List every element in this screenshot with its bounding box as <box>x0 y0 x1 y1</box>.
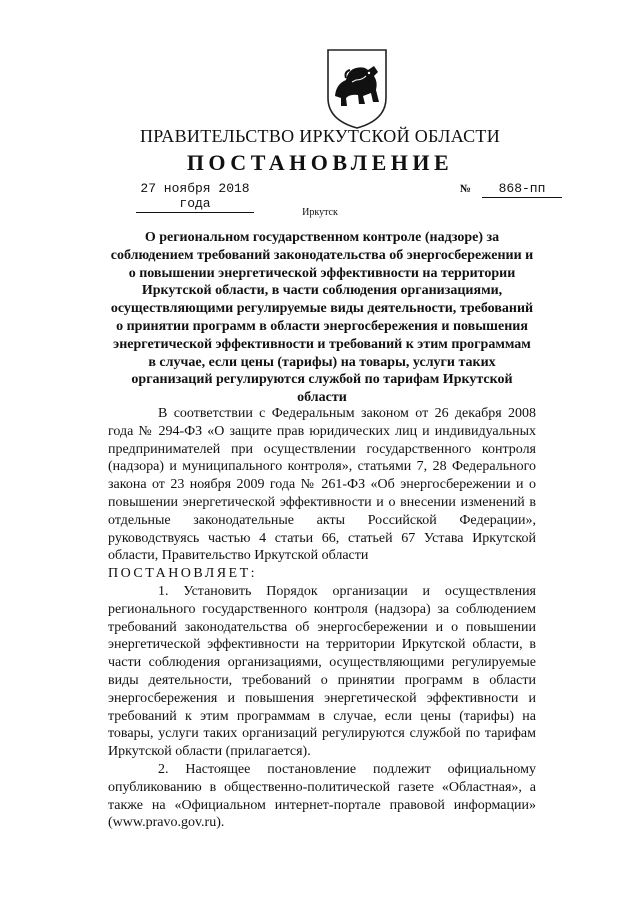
document-type-heading: ПОСТАНОВЛЕНИЕ <box>186 150 454 175</box>
number-label <box>460 183 471 195</box>
babr-coat-of-arms-icon <box>322 46 392 130</box>
document-subject: О региональном государственном контроле (надзоре) за соблюдением требований законодательства об энергосбережении и о повышении энергетической эффективности на территории Иркутской области, в части соблюдения организациями, осуществляющими регулируемые виды деятельности, требований о принятии программ в области энергосбережения и повышения энергетической эффективности и требований к этим программам в случае, если цены (тарифы) на товары, услуги таких организаций регулируются службой по тарифам Иркутской области <box>110 230 534 406</box>
document-date: 27 ноября 2018 года <box>136 181 254 213</box>
document-number: 868-пп <box>482 181 562 198</box>
document-body <box>108 405 536 832</box>
item-1-paragraph: 1. Установить Порядок организации и осуществления регионального государственного контроля (надзора) за соблюдением требований законодательства об энергосбережении и о повышении энергетической эффективности на территории Иркутской области, в части соблюдения организациями, осуществляющими регулируемые виды деятельности, требований о принятии программ в области энергосбережения и повышения энергетической эффективности и требований к этим программам в случае, если цены (тарифы) на товары, услуги таких организаций регулируются службой по тарифам Иркутской области (прилагается). <box>108 583 536 760</box>
number-sign: № <box>460 183 472 195</box>
government-title: ПРАВИТЕЛЬСТВО ИРКУТСКОЙ ОБЛАСТИ <box>139 126 501 146</box>
item-2-paragraph: 2. Настоящее постановление подлежит официальному опубликованию в общественно-политической газете «Областная», а также на «Официальном интернет-портале правовой информации» (www.pravo.gov.ru). <box>108 761 536 831</box>
preamble-paragraph: В соответствии с Федеральным законом от 26 декабря 2008 года № 294-ФЗ «О защите прав юридических лиц и индивидуальных предпринимателей при осуществлении государственного контроля (надзора) и муниципального контроля», статьями 7, 28 Федерального закона от 23 ноября 2009 года № 261-ФЗ «Об энергосбережении и о повышении энергетической эффективности и о внесении изменений в отдельные законодательные акты Российской Федерации», руководствуясь частью 4 статьи 66, статьей 67 Устава Иркутской области, Правительство Иркутской области <box>108 406 536 564</box>
resolves-heading: ПОСТАНОВЛЯЕТ: <box>108 566 258 582</box>
city-name: Иркутск <box>302 207 338 218</box>
